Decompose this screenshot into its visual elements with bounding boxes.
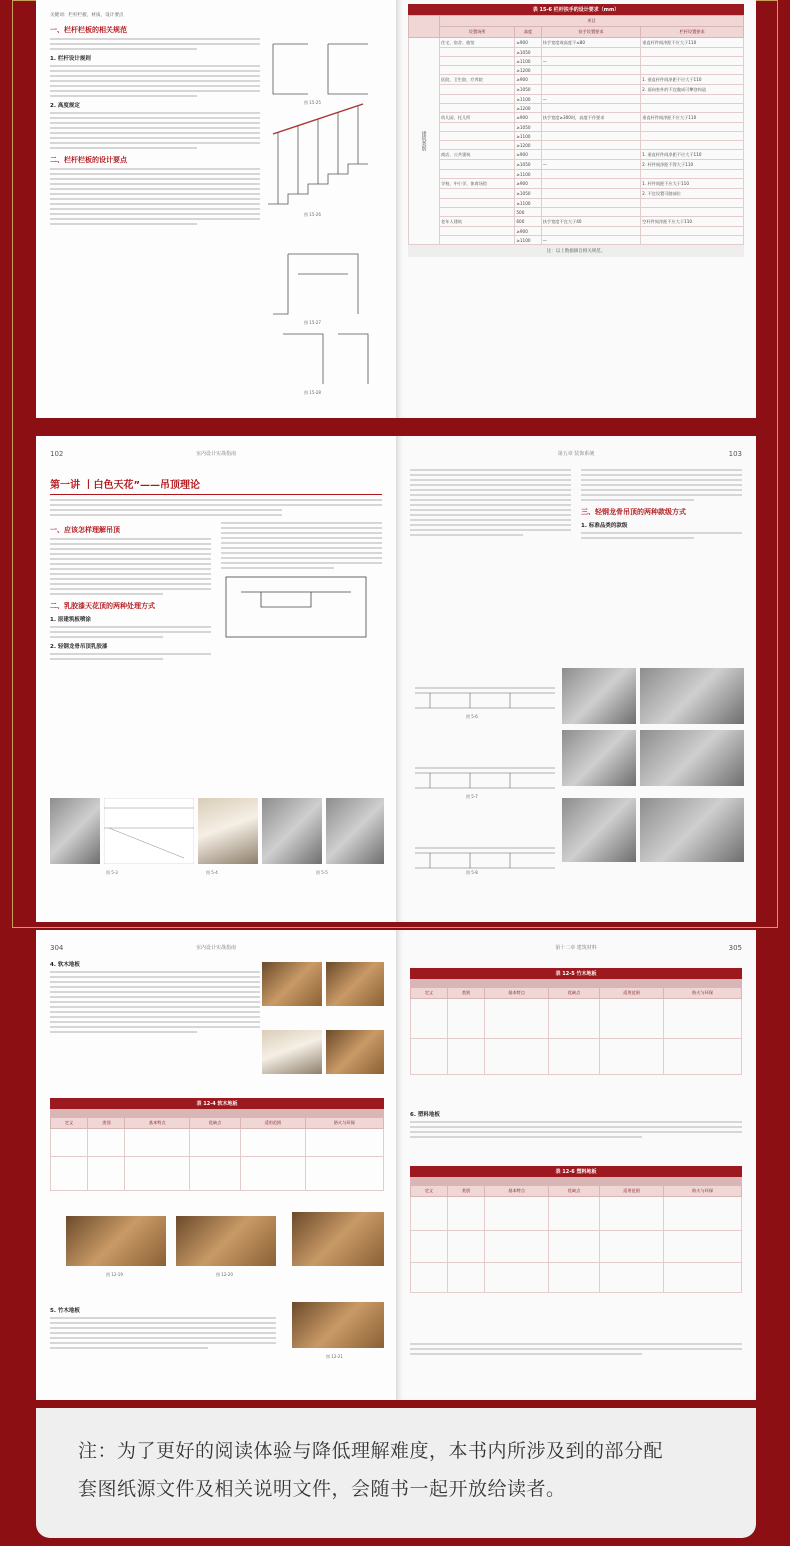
table-header: 定义	[51, 1118, 88, 1129]
table-cell	[440, 189, 515, 199]
ceiling-grid-photo	[326, 798, 384, 864]
table-cell: ≥1050	[515, 85, 541, 95]
table-cell: 住宅、宿舍、旅馆	[440, 38, 515, 48]
keel-install-photo	[640, 730, 744, 786]
body-text	[50, 168, 260, 225]
table-cell	[641, 48, 744, 57]
table-header: 基本特点	[125, 1118, 190, 1129]
table-cell	[641, 236, 744, 245]
table-cell	[641, 57, 744, 66]
page-bamboo-plastic-flooring	[396, 930, 756, 1400]
figure-caption: 图 15-27	[304, 320, 321, 325]
table-cell	[440, 236, 515, 245]
table-header: 适用范围	[599, 988, 663, 999]
table-cell	[440, 170, 515, 179]
table-row	[409, 113, 744, 123]
page-railing-table	[396, 0, 756, 418]
running-title: 室内设计实战指南	[195, 451, 237, 457]
subsection-title: 2. 轻钢龙骨吊顶乳胶漆	[50, 644, 108, 650]
row-group-label: 建筑类别	[409, 38, 440, 245]
body-text	[50, 65, 260, 97]
section-title: 一、栏杆栏板的相关规范	[50, 26, 127, 34]
table-cell	[440, 57, 515, 66]
table-cell: ≥1100	[515, 57, 541, 66]
body-text	[50, 971, 260, 1033]
table-cell: —	[541, 236, 640, 245]
ceiling-photo	[50, 798, 100, 864]
table-title: 表 12-5 竹木地板	[410, 968, 742, 979]
keel-drawings	[410, 668, 560, 898]
bamboo-photo	[292, 1302, 384, 1348]
table-cell	[440, 160, 515, 170]
table-cell	[541, 208, 640, 217]
keel-render	[562, 668, 636, 724]
table-cell: ≥900	[515, 38, 541, 48]
page-number: 305	[728, 944, 742, 952]
figure-caption: 图 15-26	[304, 212, 321, 217]
note-line: 套图纸源文件及相关说明文件，会随书一起开放给读者。	[78, 1478, 566, 1500]
table-cell: ≥1050	[515, 48, 541, 57]
table-header: 防火与环保	[305, 1118, 383, 1129]
table-header: 优缺点	[549, 1186, 600, 1197]
table-cell	[541, 123, 640, 132]
wood-texture-photo	[292, 1212, 384, 1266]
page-number: 102	[50, 450, 64, 458]
subsection-title: 1. 原建筑板喷涂	[50, 617, 91, 623]
table-header: 类别	[448, 1186, 485, 1197]
keel-install-photo	[640, 668, 744, 724]
table-row	[409, 150, 744, 160]
table-cell: 空杆件间净距不应大于110	[641, 217, 744, 227]
cork-photo	[326, 1030, 384, 1074]
keywords: 关键词：栏杆栏板，材质，设计要点	[50, 13, 124, 18]
table-cell: ≥900	[515, 150, 541, 160]
table-cell	[541, 85, 640, 95]
table-cell: ≥1050	[515, 160, 541, 170]
page-ceiling-keel	[396, 436, 756, 922]
railing-requirements-table	[408, 15, 744, 245]
page-number: 304	[50, 944, 64, 952]
table-cell	[541, 199, 640, 208]
table-cell: 2. 面向室外的不宜做成可攀登构造	[641, 85, 744, 95]
table-cell	[541, 104, 640, 113]
table-cell: 学校、中小学、体育场馆	[440, 179, 515, 189]
table-cell: ≥900	[515, 179, 541, 189]
cork-floor-photo	[262, 1030, 322, 1074]
table-title: 表 15-6 栏杆扶手的设计要求（mm）	[408, 4, 744, 15]
section-title: 一、应该怎样理解吊顶	[50, 526, 120, 534]
table-cell	[641, 141, 744, 150]
table-row	[409, 199, 744, 208]
table-cell: 600	[515, 217, 541, 227]
page-number: 103	[728, 450, 742, 458]
table-header: 高度	[515, 27, 541, 38]
subsection-title: 6. 塑料地板	[410, 1112, 440, 1118]
table-cell: 扶手宽度≥300时，高度不作要求	[541, 113, 640, 123]
table-cell	[440, 104, 515, 113]
table-cell: 幼儿园、托儿所	[440, 113, 515, 123]
running-header	[50, 450, 382, 460]
table-row	[409, 123, 744, 132]
table-row	[409, 208, 744, 217]
section-title: 三、轻钢龙骨吊顶的两种款级方式	[581, 508, 686, 516]
section-title: 二、乳胶漆天花顶的两种处理方式	[50, 602, 155, 610]
table-cell	[541, 75, 640, 85]
table-cell: 1. 杆件间距不应大于110	[641, 179, 744, 189]
table-row	[409, 66, 744, 75]
table-cell: ≥1100	[515, 236, 541, 245]
table-cell: 医院、卫生院、疗养院	[440, 75, 515, 85]
table-row	[409, 141, 744, 150]
table-header: 栏杆设置要求	[641, 27, 744, 38]
table-cell	[541, 170, 640, 179]
table-cell	[641, 199, 744, 208]
running-header	[410, 944, 742, 954]
table-cell	[641, 132, 744, 141]
table-cell: —	[541, 95, 640, 104]
table-title: 表 12-6 塑料地板	[410, 1166, 742, 1177]
body-text	[50, 112, 260, 149]
running-header	[410, 450, 742, 460]
subsection-title: 4. 软木地板	[50, 962, 80, 968]
cork-photo	[262, 962, 322, 1006]
figure-caption: 图 15-25	[304, 100, 321, 105]
section-title: 二、栏杆栏板的设计要点	[50, 156, 127, 164]
table-cell: 垂直杆件间净距不应大于110	[641, 113, 744, 123]
table-cell	[440, 85, 515, 95]
table-header: 适用范围	[241, 1118, 306, 1129]
table-header: 定义	[411, 1186, 448, 1197]
table-cell: ≥1200	[515, 66, 541, 75]
table-row	[409, 179, 744, 189]
table-cell	[541, 132, 640, 141]
table-cell	[641, 170, 744, 179]
table-cell: ≥1050	[515, 123, 541, 132]
table-cell	[541, 179, 640, 189]
table-cell: ≥900	[515, 113, 541, 123]
keel-render	[562, 730, 636, 786]
table-cell	[641, 123, 744, 132]
table-header: 类别	[88, 1118, 125, 1129]
subsection-title: 1. 栏杆设计规则	[50, 56, 91, 62]
table-cell	[440, 66, 515, 75]
table-header: 项目	[440, 16, 744, 27]
table-cell: 垂直杆件间净距不应大于110	[641, 38, 744, 48]
table-cell	[541, 141, 640, 150]
body-text	[221, 522, 382, 569]
table-header: 基本特点	[485, 1186, 549, 1197]
subsection-title: 2. 高度规定	[50, 103, 80, 109]
running-title: 室内设计实战指南	[195, 945, 237, 951]
table-cell	[641, 208, 744, 217]
table-header: 定义	[411, 988, 448, 999]
table-header: 扶手设置要求	[541, 27, 640, 38]
figure-caption: 图 5-8	[466, 870, 478, 875]
table-row	[409, 132, 744, 141]
railing-drawings	[268, 34, 378, 394]
table-cell: 商店、公共建筑	[440, 150, 515, 160]
subsection-title: 5. 竹木地板	[50, 1308, 80, 1314]
table-row	[409, 95, 744, 104]
subsection-title: 1. 标准品类的款级	[581, 523, 628, 529]
figure-caption: 图 5-5	[316, 870, 328, 875]
table-header: 类别	[448, 988, 485, 999]
table-cell	[440, 141, 515, 150]
table-row	[409, 227, 744, 236]
table-cell: ≥900	[515, 227, 541, 236]
note-line: 注：为了更好的阅读体验与降低理解难度，本书内所涉及到的部分配	[78, 1440, 664, 1462]
page-ceiling-theory	[36, 436, 396, 922]
table-cell: —	[541, 57, 640, 66]
table-row	[409, 236, 744, 245]
figure-caption: 图 12-19	[106, 1272, 123, 1277]
ceiling-grid-photo	[262, 798, 322, 864]
table-cell: 扶手宽度不宜大于40	[541, 217, 640, 227]
body-text	[50, 38, 260, 50]
table-cell	[541, 48, 640, 57]
cork-layer-diagram	[176, 1216, 276, 1266]
cork-layer-diagram	[66, 1216, 166, 1266]
body-text	[50, 653, 211, 660]
table-cell: ≥1050	[515, 189, 541, 199]
table-cell: 500	[515, 208, 541, 217]
table-row	[409, 170, 744, 179]
table-cell: ≥1200	[515, 141, 541, 150]
table-cell	[541, 227, 640, 236]
table-cell: ≥900	[515, 75, 541, 85]
table-cell: 2. 杆件间净距不得大于110	[641, 160, 744, 170]
figure-caption: 图 5-4	[206, 870, 218, 875]
table-row	[409, 57, 744, 66]
table-cell	[440, 123, 515, 132]
bamboo-flooring-table	[410, 987, 742, 1075]
ceiling-detail-drawing	[104, 798, 194, 864]
table-cell: —	[541, 160, 640, 170]
body-text	[50, 538, 211, 595]
table-footer: 注：以上数据摘自相关规范。	[408, 245, 744, 257]
table-cell: ≥1100	[515, 170, 541, 179]
table-cell	[641, 95, 744, 104]
table-header: 防火与环保	[664, 1186, 742, 1197]
body-text	[410, 1121, 742, 1138]
body-text	[581, 469, 742, 501]
table-row	[409, 48, 744, 57]
body-text	[410, 466, 571, 542]
table-cell: ≥1100	[515, 132, 541, 141]
table-cell	[541, 150, 640, 160]
table-cell: 扶手宽度或高度不≤80	[541, 38, 640, 48]
table-cell	[440, 48, 515, 57]
cork-photo	[326, 962, 384, 1006]
table-cell	[641, 227, 744, 236]
table-header: 防火与环保	[664, 988, 742, 999]
table-header: 优缺点	[549, 988, 600, 999]
table-cell	[641, 104, 744, 113]
table-cell	[541, 189, 640, 199]
figure-caption: 图 5-7	[466, 794, 478, 799]
keel-install-photo	[640, 798, 744, 862]
table-cell: ≥1100	[515, 95, 541, 104]
keel-render	[562, 798, 636, 862]
table-row	[409, 217, 744, 227]
figure-caption: 图 15-28	[304, 390, 321, 395]
table-row	[409, 38, 744, 48]
figure-caption: 图 12-20	[216, 1272, 233, 1277]
table-row	[409, 85, 744, 95]
table-cell: 1. 垂直杆件间净距不应大于110	[641, 150, 744, 160]
lecture-title: 第一讲 丨白色天花”——吊顶理论	[50, 476, 382, 495]
table-cell	[440, 132, 515, 141]
plastic-flooring-table	[410, 1185, 742, 1293]
table-cell: ≥1100	[515, 199, 541, 208]
body-text	[50, 499, 382, 516]
table-cell: 2. 不宜设置可踏部位	[641, 189, 744, 199]
table-header: 优缺点	[190, 1118, 241, 1129]
table-cell	[440, 95, 515, 104]
figure-caption: 图 5-6	[466, 714, 478, 719]
table-row	[409, 75, 744, 85]
running-title: 第五章 装饰系统	[557, 451, 595, 457]
table-cell	[440, 227, 515, 236]
table-cell	[541, 66, 640, 75]
page-railing-specs	[36, 0, 396, 418]
table-row	[409, 189, 744, 199]
page-cork-flooring	[36, 930, 396, 1400]
table-cell: 1. 垂直杆件间净距不应大于110	[641, 75, 744, 85]
table-cell	[440, 199, 515, 208]
table-row	[409, 160, 744, 170]
table-cell	[440, 208, 515, 217]
body-text	[50, 626, 211, 638]
book-spread-ceiling	[36, 436, 756, 922]
figure-caption: 图 12-21	[326, 1354, 343, 1359]
table-row	[409, 104, 744, 113]
figure-caption: 图 5-3	[106, 870, 118, 875]
ceiling-section-drawing	[221, 572, 371, 642]
table-cell	[641, 66, 744, 75]
running-header	[50, 944, 382, 954]
body-text	[50, 1317, 276, 1349]
running-title: 第十二章 建筑材料	[555, 945, 597, 951]
book-spread-railings	[36, 0, 756, 418]
table-header: 基本特点	[485, 988, 549, 999]
book-spread-flooring	[36, 930, 756, 1400]
cork-flooring-table	[50, 1117, 384, 1191]
table-title: 表 12-4 软木地板	[50, 1098, 384, 1109]
body-text	[410, 1340, 742, 1358]
reader-note	[36, 1408, 756, 1538]
body-text	[581, 532, 742, 539]
table-header: 设置场所	[440, 27, 515, 38]
table-cell: 老年人建筑	[440, 217, 515, 227]
table-cell: ≥1200	[515, 104, 541, 113]
room-photo	[198, 798, 258, 864]
table-header: 适用范围	[599, 1186, 663, 1197]
